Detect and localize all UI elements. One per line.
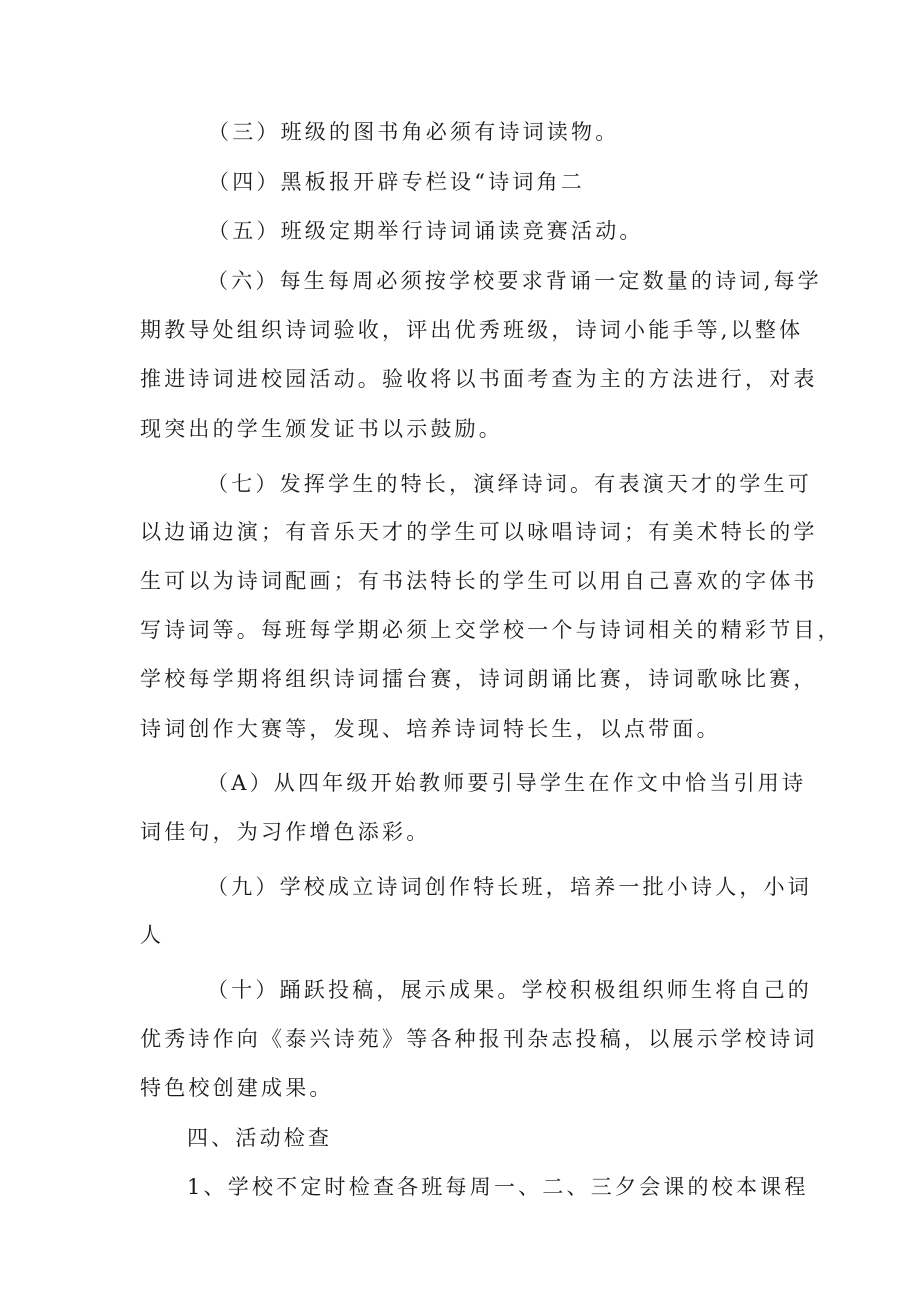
list-item-10-line-3: 特色校创建成果。 bbox=[140, 1076, 334, 1100]
list-item-10-line-2: 优秀诗作向《泰兴诗苑》等各种报刊杂志投稿，以展示学校诗词 bbox=[140, 1027, 818, 1051]
list-item-6-line-2: 期教导处组织诗词验收，评出优秀班级，诗词小能手等,以整体 bbox=[140, 318, 804, 342]
list-item-10-line-1: （十）踊跃投稿，展示成果。学校积极组织师生将自己的 bbox=[207, 978, 812, 1002]
list-item-7-line-2: 以边诵边演；有音乐天才的学生可以咏唱诗词；有美术特长的学 bbox=[140, 520, 818, 544]
list-item-4-line-1: （四）黑板报开辟专栏设“诗词角二 bbox=[208, 170, 585, 194]
list-item-7-line-4: 写诗词等。每班每学期必须上交学校一个与诗词相关的精彩节目， bbox=[140, 618, 842, 642]
check-item-1: 1、学校不定时检查各班每周一、二、三夕会课的校本课程 bbox=[187, 1175, 809, 1199]
list-item-7-line-3: 生可以为诗词配画；有书法特长的学生可以用自己喜欢的字体书 bbox=[140, 569, 818, 593]
list-item-7-line-5: 学校每学期将组织诗词擂台赛，诗词朗诵比赛，诗词歌咏比赛， bbox=[140, 667, 818, 691]
list-item-9-line-2: 人 bbox=[140, 923, 165, 947]
list-item-7-line-6: 诗词创作大赛等，发现、培养诗词特长生，以点带面。 bbox=[140, 717, 721, 741]
list-item-6-line-3: 推进诗词进校园活动。验收将以书面考查为主的方法进行，对表 bbox=[140, 367, 818, 391]
list-item-3-line-1: （三）班级的图书角必须有诗词读物。 bbox=[208, 120, 620, 144]
list-item-a-line-1: （A）从四年级开始教师要引导学生在作文中恰当引用诗 bbox=[207, 771, 807, 795]
list-item-6-line-4: 现突出的学生颁发证书以示鼓励。 bbox=[140, 417, 503, 441]
list-item-a-line-2: 词佳句，为习作增色添彩。 bbox=[140, 820, 431, 844]
list-item-5-line-1: （五）班级定期举行诗词诵读竞赛活动。 bbox=[208, 219, 644, 243]
list-item-7-line-1: （七）发挥学生的特长，演绎诗词。有表演天才的学生可 bbox=[207, 472, 812, 496]
list-item-6-line-1: （六）每生每周必须按学校要求背诵一定数量的诗词,每学 bbox=[207, 269, 822, 293]
section-heading-activity-check: 四、活动检查 bbox=[187, 1126, 333, 1150]
list-item-9-line-1: （九）学校成立诗词创作特长班，培养一批小诗人，小词 bbox=[207, 875, 812, 899]
